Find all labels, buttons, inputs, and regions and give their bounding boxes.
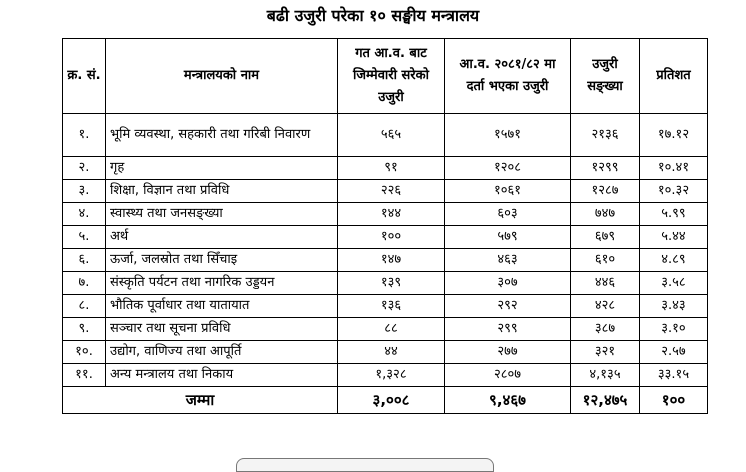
row-carried: ८८ bbox=[338, 318, 445, 341]
row-ministry: स्वास्थ्य तथा जनसङ्ख्या bbox=[106, 203, 338, 226]
total-percent: १०० bbox=[640, 387, 708, 414]
row-percent: २.५७ bbox=[640, 341, 708, 364]
total-complaints: १२,४७५ bbox=[571, 387, 640, 414]
row-total: ७४७ bbox=[571, 203, 640, 226]
row-serial: ११. bbox=[63, 364, 106, 387]
table-row bbox=[63, 364, 708, 387]
row-registered: ५७९ bbox=[445, 226, 571, 249]
row-carried: ४४ bbox=[338, 341, 445, 364]
row-total: २१३६ bbox=[571, 114, 640, 157]
row-serial: १०. bbox=[63, 341, 106, 364]
row-registered: २९९ bbox=[445, 318, 571, 341]
table-row bbox=[63, 272, 708, 295]
row-registered: १२०८ bbox=[445, 157, 571, 180]
header-ministry-name: मन्त्रालयको नाम bbox=[106, 39, 338, 114]
bottom-tab-edge bbox=[236, 458, 494, 472]
row-total: ३८७ bbox=[571, 318, 640, 341]
row-carried: ९१ bbox=[338, 157, 445, 180]
row-registered: २७७ bbox=[445, 341, 571, 364]
row-total: ४२८ bbox=[571, 295, 640, 318]
row-carried: २२६ bbox=[338, 180, 445, 203]
header-registered: आ.व. २०८१/८२ मा दर्ता भएका उजुरी bbox=[445, 39, 571, 114]
table-row bbox=[63, 249, 708, 272]
row-ministry: भौतिक पूर्वाधार तथा यातायात bbox=[106, 295, 338, 318]
row-total: ४,१३५ bbox=[571, 364, 640, 387]
row-percent: ५.४४ bbox=[640, 226, 708, 249]
total-label: जम्मा bbox=[63, 387, 338, 414]
row-serial: ९. bbox=[63, 318, 106, 341]
row-total: ६७९ bbox=[571, 226, 640, 249]
row-registered: १०६१ bbox=[445, 180, 571, 203]
row-serial: १. bbox=[63, 114, 106, 157]
row-ministry: अर्थ bbox=[106, 226, 338, 249]
row-carried: १३९ bbox=[338, 272, 445, 295]
row-percent: ५.९९ bbox=[640, 203, 708, 226]
header-serial-number: क्र. सं. bbox=[63, 39, 106, 114]
row-ministry: गृह bbox=[106, 157, 338, 180]
row-total: १२८७ bbox=[571, 180, 640, 203]
row-percent: ३३.१५ bbox=[640, 364, 708, 387]
row-serial: ६. bbox=[63, 249, 106, 272]
row-registered: ३०७ bbox=[445, 272, 571, 295]
table-row bbox=[63, 114, 708, 157]
table-row bbox=[63, 203, 708, 226]
table-row bbox=[63, 341, 708, 364]
row-total: १२९९ bbox=[571, 157, 640, 180]
row-ministry: अन्य मन्त्रालय तथा निकाय bbox=[106, 364, 338, 387]
row-carried: १३६ bbox=[338, 295, 445, 318]
row-ministry: उद्योग, वाणिज्य तथा आपूर्ति bbox=[106, 341, 338, 364]
row-ministry: संस्कृति पर्यटन तथा नागरिक उड्डयन bbox=[106, 272, 338, 295]
row-carried: १०० bbox=[338, 226, 445, 249]
table-row bbox=[63, 318, 708, 341]
row-serial: ४. bbox=[63, 203, 106, 226]
header-carried-over: गत आ.व. बाट जिम्मेवारी सरेको उजुरी bbox=[338, 39, 445, 114]
row-ministry: भूमि व्यवस्था, सहकारी तथा गरिबी निवारण bbox=[106, 114, 338, 157]
row-percent: १०.४१ bbox=[640, 157, 708, 180]
row-serial: ५. bbox=[63, 226, 106, 249]
row-percent: ३.५८ bbox=[640, 272, 708, 295]
row-ministry: ऊर्जा, जलस्रोत तथा सिँचाइ bbox=[106, 249, 338, 272]
row-registered: २८०७ bbox=[445, 364, 571, 387]
row-percent: ३.१० bbox=[640, 318, 708, 341]
row-total: ४४६ bbox=[571, 272, 640, 295]
row-serial: ७. bbox=[63, 272, 106, 295]
table-row bbox=[63, 180, 708, 203]
row-serial: ३. bbox=[63, 180, 106, 203]
row-percent: ४.८९ bbox=[640, 249, 708, 272]
row-total: ६१० bbox=[571, 249, 640, 272]
row-registered: २९२ bbox=[445, 295, 571, 318]
row-percent: १७.१२ bbox=[640, 114, 708, 157]
row-carried: ५६५ bbox=[338, 114, 445, 157]
row-carried: १४४ bbox=[338, 203, 445, 226]
row-percent: ३.४३ bbox=[640, 295, 708, 318]
total-row bbox=[63, 387, 708, 414]
total-registered: ९,४६७ bbox=[445, 387, 571, 414]
total-carried: ३,००८ bbox=[338, 387, 445, 414]
row-ministry: सञ्चार तथा सूचना प्रविधि bbox=[106, 318, 338, 341]
row-ministry: शिक्षा, विज्ञान तथा प्रविधि bbox=[106, 180, 338, 203]
row-serial: ८. bbox=[63, 295, 106, 318]
table-row bbox=[63, 226, 708, 249]
table-title: बढी उजुरी परेका १० सङ्घीय मन्त्रालय bbox=[266, 6, 480, 25]
row-percent: १०.३२ bbox=[640, 180, 708, 203]
row-registered: ६०३ bbox=[445, 203, 571, 226]
row-serial: २. bbox=[63, 157, 106, 180]
table-header-row bbox=[63, 39, 708, 114]
ministry-complaints-table bbox=[62, 38, 708, 414]
row-carried: १,३२८ bbox=[338, 364, 445, 387]
table-row bbox=[63, 295, 708, 318]
row-registered: ४६३ bbox=[445, 249, 571, 272]
header-complaint-count: उजुरी सङ्ख्या bbox=[571, 39, 640, 114]
table-row bbox=[63, 157, 708, 180]
row-registered: १५७१ bbox=[445, 114, 571, 157]
header-percent: प्रतिशत bbox=[640, 39, 708, 114]
row-total: ३२१ bbox=[571, 341, 640, 364]
row-carried: १४७ bbox=[338, 249, 445, 272]
